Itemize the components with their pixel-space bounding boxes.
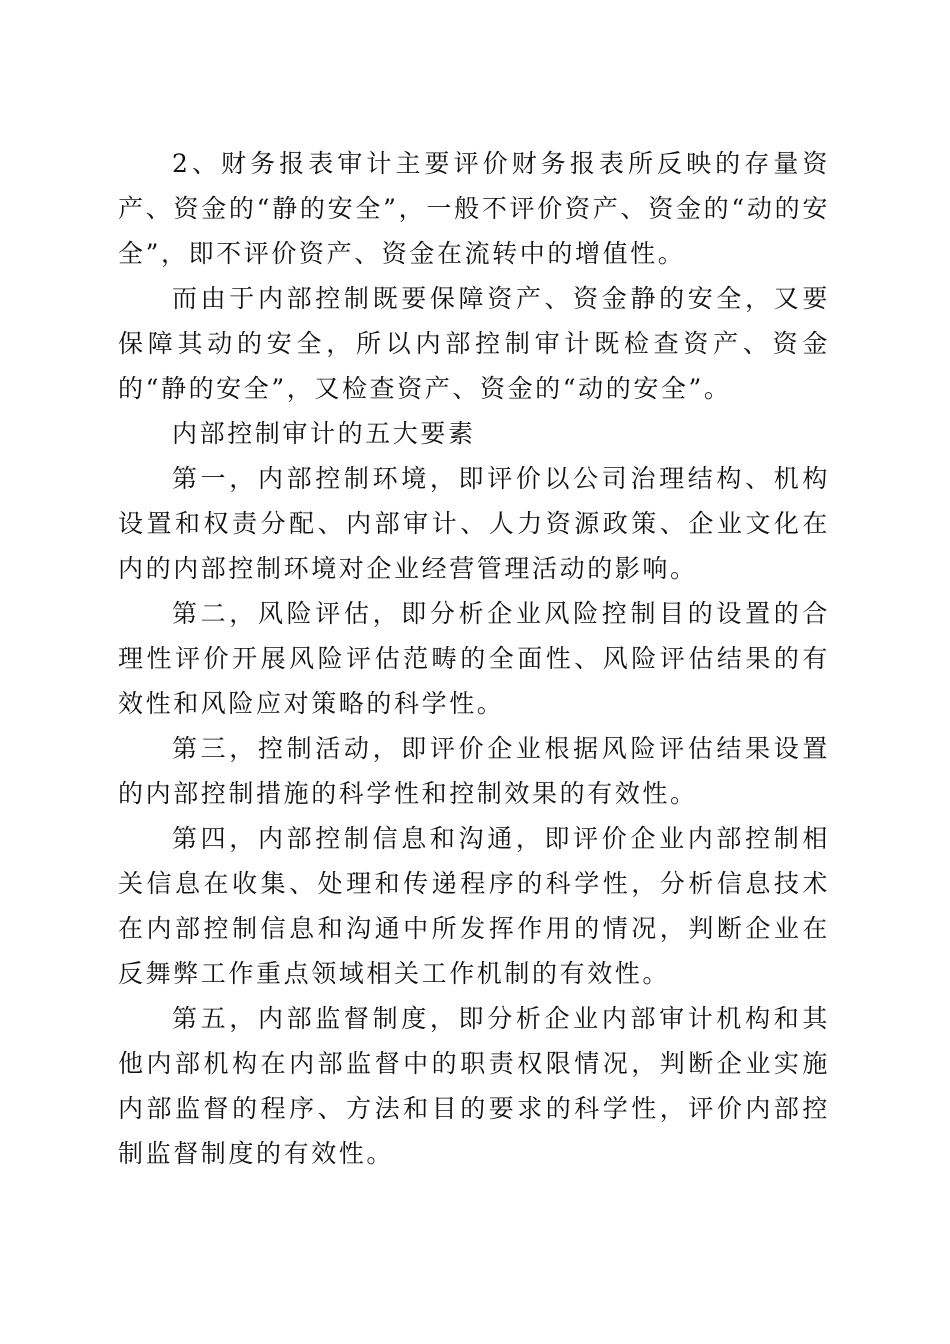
- paragraph-element-2-risk-assessment: 第二，风险评估，即分析企业风险控制目的设置的合理性评价开展风险评估范畴的全面性、风险评估结果的有效性和风险应对策略的科学性。: [118, 599, 830, 718]
- paragraph-element-1-control-environment: 第一，内部控制环境，即评价以公司治理结构、机构设置和权责分配、内部审计、人力资源政策、企业文化在内的内部控制环境对企业经营管理活动的影响。: [118, 464, 830, 583]
- document-body: [118, 141, 830, 1176]
- paragraph-element-5-internal-supervision: 第五，内部监督制度，即分析企业内部审计机构和其他内部机构在内部监督中的职责权限情况，判断企业实施内部监督的程序、方法和目的要求的科学性，评价内部控制监督制度的有效性。: [118, 1004, 830, 1168]
- paragraph-audit-static-safety: 2、财务报表审计主要评价财务报表所反映的存量资产、资金的“静的安全”，一般不评价资产、资金的“动的安全”，即不评价资产、资金在流转中的增值性。: [118, 149, 830, 268]
- paragraph-internal-control-safety: 而由于内部控制既要保障资产、资金静的安全，又要保障其动的安全，所以内部控制审计既检查资产、资金的“静的安全”，又检查资产、资金的“动的安全”。: [118, 284, 830, 403]
- section-heading-five-elements: 内部控制审计的五大要素: [172, 419, 476, 448]
- paragraph-element-3-control-activities: 第三，控制活动，即评价企业根据风险评估结果设置的内部控制措施的科学性和控制效果的有效性。: [118, 734, 830, 808]
- paragraph-element-4-information-communication: 第四，内部控制信息和沟通，即评价企业内部控制相关信息在收集、处理和传递程序的科学性，分析信息技术在内部控制信息和沟通中所发挥作用的情况，判断企业在反舞弊工作重点领域相关工作机制的有效性。: [118, 824, 830, 988]
